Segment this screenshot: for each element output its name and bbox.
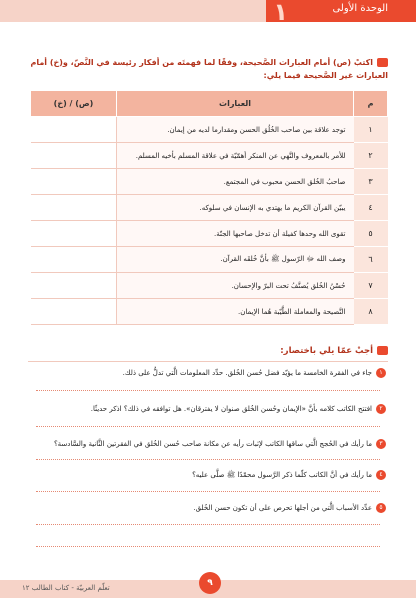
question-text: جاء في الفقرة الخامسة ما يؤيّد فضل حُسن الخُلق. حدِّد المعلومات الَّتي تدلُّ على ذلك.: [122, 369, 372, 377]
question-text: ما رأيك في أنَّ الكاتب كلّما ذكر الرَّسول محمّدًا ﷺ صلَّى عليه؟: [192, 471, 372, 479]
table-row: [31, 247, 388, 273]
answer-cell[interactable]: [31, 247, 117, 273]
answer-cell[interactable]: [31, 221, 117, 247]
row-number: ٦: [354, 247, 388, 273]
row-number: ٢: [354, 143, 388, 169]
pencil-icon: [377, 346, 388, 355]
top-banner: [0, 0, 416, 26]
answer-cell[interactable]: [31, 273, 117, 299]
answer-cell[interactable]: [31, 143, 117, 169]
row-number: ١: [354, 117, 388, 143]
row-number: ٧: [354, 273, 388, 299]
question-number: ٥: [376, 503, 386, 513]
answer-cell[interactable]: [31, 195, 117, 221]
question-5: [28, 503, 386, 513]
row-number: ٣: [354, 169, 388, 195]
question-number: ٣: [376, 439, 386, 449]
table-row: [31, 221, 388, 247]
section1-instruction: [24, 56, 388, 82]
table-row: [31, 143, 388, 169]
question-number: ٢: [376, 404, 386, 414]
question-text: افتتح الكاتب كلامه بأنَّ «الإيمان وحُسن الخُلق صنوان لا يفترقان». هل توافقه في ذلك؟ اذكر حديثًا.: [90, 405, 372, 413]
answer-cell[interactable]: [31, 117, 117, 143]
row-statement: صاحبُ الخُلق الحسن محبوب في المجتمع.: [117, 169, 354, 195]
row-statement: تقوى الله وحدها كفيلة أن تدخل صاحبها الجنّة.: [117, 221, 354, 247]
true-false-table: [30, 90, 388, 325]
answer-line[interactable]: [36, 491, 380, 492]
question-1: [28, 368, 386, 378]
answer-cell[interactable]: [31, 299, 117, 325]
divider: [28, 361, 388, 362]
col-num-header: م: [354, 91, 388, 117]
question-number: ٤: [376, 470, 386, 480]
pencil-icon: [377, 58, 388, 67]
table-row: [31, 299, 388, 325]
row-number: ٨: [354, 299, 388, 325]
section2-title: [280, 346, 388, 356]
row-statement: النَّصيحة والمعاملة الطَّيّبة هُما الإيمان.: [117, 299, 354, 325]
col-statement-header: العبارات: [117, 91, 354, 117]
row-number: ٤: [354, 195, 388, 221]
row-statement: وصف الله ﷻ الرّسول ﷺ بأنَّ خُلقَه القرآن.: [117, 247, 354, 273]
row-number: ٥: [354, 221, 388, 247]
answer-line[interactable]: [36, 426, 380, 427]
table-row: [31, 117, 388, 143]
unit-label: الوحدة الأولى: [332, 3, 388, 14]
row-statement: حُسْنُ الخُلق يُصنَّفُ تحت البرّ والإحسان.: [117, 273, 354, 299]
section2-title-text: أجبْ عمّا يلي باختصار:: [280, 346, 373, 356]
page-number: ٩: [199, 572, 221, 594]
question-text: ما رأيك في الحُجج الَّتي ساقها الكاتب لإثبات رأيه عن مكانة صاحب حُسن الخُلق في الفقرتين الثَّانية والسَّادسة؟: [53, 440, 372, 448]
row-statement: يبيّن القرآن الكريم ما يهتدي به الإنسان في سلوكه.: [117, 195, 354, 221]
answer-line[interactable]: [36, 546, 380, 547]
answer-line[interactable]: [36, 524, 380, 525]
section1-instruction-text: اكتبْ (ص) أمام العبارات الصَّحيحة، وفقًا لما فهمتَه من أفكار رئيسة في النَّصّ، و(خ) أمام العبارات غير الصَّحيحة فيما يلي:: [30, 58, 388, 80]
question-text: عدِّد الأسباب الَّتي من أجلها تحرص على أن تكون حسن الخُلق.: [193, 504, 372, 512]
question-number: ١: [376, 368, 386, 378]
question-3: [28, 439, 386, 449]
question-4: [28, 470, 386, 481]
unit-number: ١: [273, 0, 288, 26]
question-2: [28, 404, 386, 414]
answer-cell[interactable]: [31, 169, 117, 195]
table-row: [31, 273, 388, 299]
col-answer-header: (ص) / (خ): [31, 91, 117, 117]
table-row: [31, 195, 388, 221]
answer-line[interactable]: [36, 459, 380, 460]
row-statement: للأمر بالمعروف والنَّهي عن المنكر أهمّيّة في علاقة المسلم بأخيه المسلم.: [117, 143, 354, 169]
book-title: تعلّم العربيّة - كتاب الطالب ١٢: [22, 584, 110, 592]
table-row: [31, 169, 388, 195]
row-statement: توجد علاقة بين صاحب الخُلُق الحسن ومقدارما لديه من إيمان.: [117, 117, 354, 143]
answer-line[interactable]: [36, 390, 380, 391]
